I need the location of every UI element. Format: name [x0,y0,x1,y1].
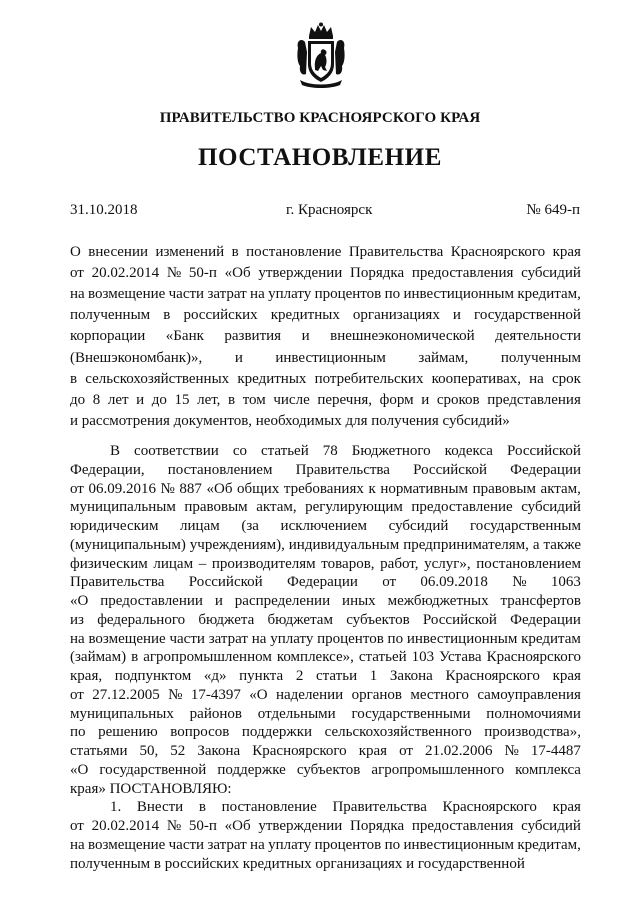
subject-line: О внесении изменений в постановление Правительства Красноярского края [70,244,581,260]
body-line: края, подпунктом «д» пункта 2 статьи 1 Закона Красноярского края [70,668,581,684]
body-line: «О государственной поддержке субъектов агропромышленного комплекса [70,761,581,778]
body-line: от 27.12.2005 № 17-4397 «О наделении органов местного самоуправления [70,686,581,703]
body-line: «О предоставлении и распределении иных межбюджетных трансфертов [70,593,581,609]
body-line: полученным в российских кредитных организациях и государственной [70,855,525,872]
government-name: ПРАВИТЕЛЬСТВО КРАСНОЯРСКОГО КРАЯ [159,110,481,126]
body-line: из федерального бюджета бюджетам субъектов Российской Федерации [70,611,581,628]
body-line: от 06.09.2016 № 887 «Об общих требованиях к нормативным правовым актам, [70,480,581,497]
body-line: 1. Внести в постановление Правительства Красноярского края [110,799,581,816]
body-line: по решению вопросов поддержки сельскохозяйственного производства», [70,724,581,741]
subject-line: полученным в российских кредитных организациях и государственной [70,307,581,324]
document-city: г. Красноярск [286,202,373,218]
body-line: (займам) в агропромышленном комплексе», статьей 103 Устава Красноярского [70,649,581,666]
document-date: 31.10.2018 [70,202,138,218]
subject-line: корпорации «Банк развития и внешнеэкономической деятельности [70,328,581,345]
coat-of-arms-icon [294,22,348,90]
body-line: на возмещение части затрат на уплату процентов по инвестиционным кредитам, [70,836,581,853]
body-line: от 20.02.2014 № 50-п «Об утверждении Порядка предоставления субсидий [70,818,581,834]
body-line: статьями 50, 52 Закона Красноярского края от 21.02.2006 № 17-4487 [70,743,581,759]
subject-line: в сельскохозяйственных кредитных потребительских кооперативах, на срок [70,370,581,387]
body-line: муниципальных районов отдельными государственными полномочиями [70,705,581,722]
body-line: на возмещение части затрат на уплату процентов по инвестиционным кредитам [70,630,581,647]
body-line: Правительства Российской Федерации от 06.09.2018 № 1063 [70,574,581,591]
subject-line: и рассмотрения документов, необходимых для получения субсидий» [70,412,510,429]
subject-line: на возмещение части затрат на уплату процентов по инвестиционным кредитам, [70,286,581,303]
subject-line: до 8 лет и до 15 лет, в том числе перечня, форм и сроков представления [70,391,581,408]
subject-line: от 20.02.2014 № 50-п «Об утверждении Порядка предоставления субсидий [70,265,581,282]
date-line [70,202,580,222]
body-line: края» ПОСТАНОВЛЯЮ: [70,780,232,797]
body-line: В соответствии со статьей 78 Бюджетного кодекса Российской [110,443,581,459]
body-line: муниципальным правовым актам, регулирующим предоставление субсидий [70,499,581,516]
document-title: ПОСТАНОВЛЕНИЕ [197,144,443,171]
body-line: физическим лицам – производителям товаров, работ, услуг», постановлением [70,555,581,572]
body-line: Федерации, постановлением Правительства Российской Федерации [70,461,581,478]
subject-line: (Внешэкономбанк)», и инвестиционным займам, полученным [70,349,581,366]
body-line: (муниципальным) учреждениям), индивидуальным предпринимателям, а также [70,536,581,553]
body-line: юридическим лицам (за исключением субсидий государственным [70,518,581,534]
document-number: № 649-п [526,202,580,218]
